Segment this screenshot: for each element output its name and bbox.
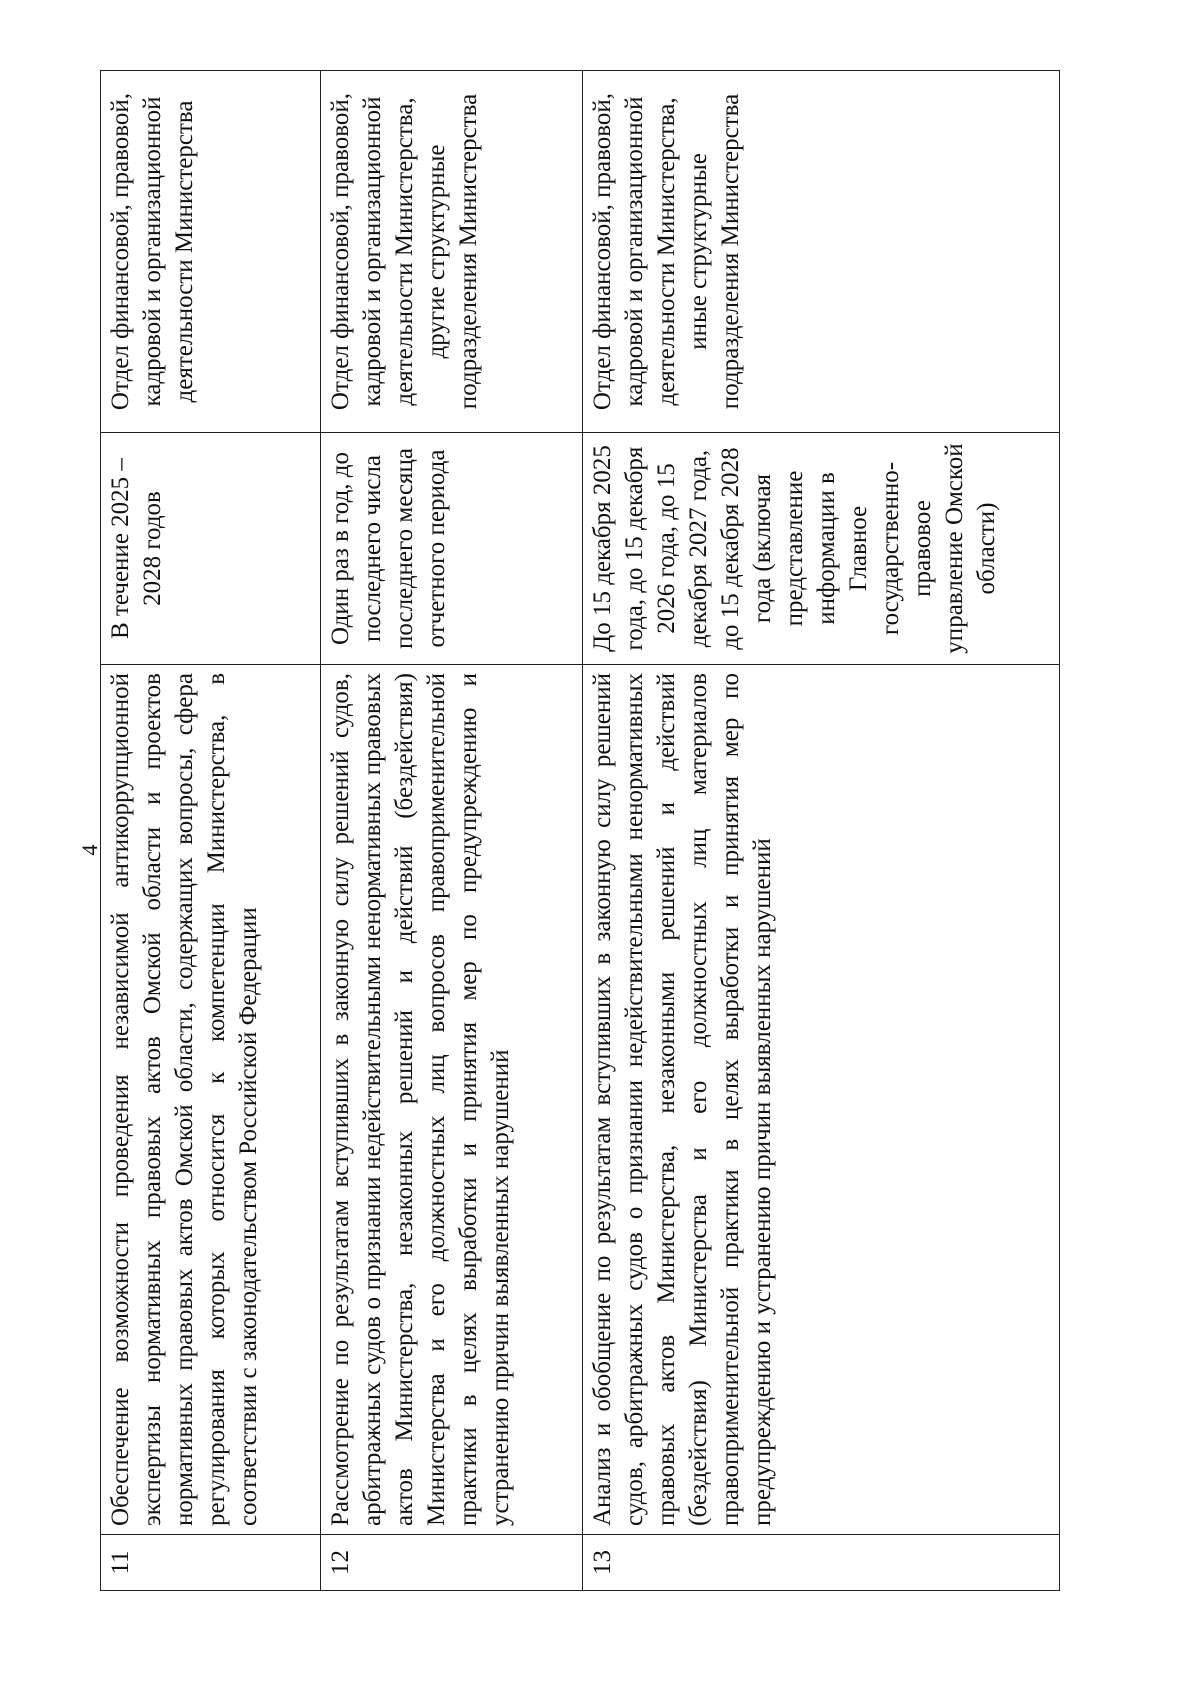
responsible-executor: Отдел финансовой, правовой, кадровой и организационной деятельности Министерства (101, 71, 321, 433)
measure-text: Анализ и обобщение по результатам вступивших в законную силу решений судов, арбитражных судов о признании недействительными ненормативных правовых актов Министерства, незаконными решений и действий (бездействия) Министерства и его должностных лиц материалов правоприменительной практики в целях выработки и принятия мер по предупреждению и устранению причин выявленных нарушений (589, 673, 776, 1526)
page-number: 4 (77, 844, 102, 856)
measure-description (583, 665, 1060, 1535)
measure-text: Рассмотрение по результатам вступивших в законную силу решений судов, арбитражных судов о признании недействительными ненормативных правовых актов Министерства, незаконных решений и действий (бездействия) Министерства и его должностных лиц вопросов правоприменительной практики в целях выработки и принятия мер по предупреждению и устранению причин выявленных нарушений (327, 673, 514, 1526)
measure-text: Обеспечение возможности проведения независимой антикоррупционной экспертизы нормативных правовых актов Омской области и проектов нормативных правовых актов Омской области, содержащих вопросы, сфера регулирования которых относится к компетенции Министерства, в соответствии с законодательством Российской Федерации (107, 673, 262, 1526)
implementation-period: В течение 2025 –2028 годов (101, 433, 321, 665)
rotated-table-container (100, 71, 1060, 1591)
plan-table (100, 70, 1060, 1591)
row-number: 12 (321, 1535, 583, 1591)
table-row (101, 71, 321, 1591)
row-number: 11 (101, 1535, 321, 1591)
table-row (321, 71, 583, 1591)
implementation-period: До 15 декабря 2025 года, до 15 декабря 2026 года, до 15 декабря 2027 года, до 15 декабря 2028 года (включая представление информации в Главное государственно-правовое управление Омской области) (583, 433, 1060, 665)
measure-description (101, 665, 321, 1535)
row-number: 13 (583, 1535, 1060, 1591)
responsible-executor: Отдел финансовой, правовой, кадровой и организационной деятельности Министерства, иные структурные подразделения Министерства (583, 71, 1060, 433)
table-row (583, 71, 1060, 1591)
measure-description (321, 665, 583, 1535)
implementation-period: Один раз в год, до последнего числа последнего месяца отчетного периода (321, 433, 583, 665)
responsible-executor: Отдел финансовой, правовой, кадровой и организационной деятельности Министерства, другие структурные подразделения Министерства (321, 71, 583, 433)
